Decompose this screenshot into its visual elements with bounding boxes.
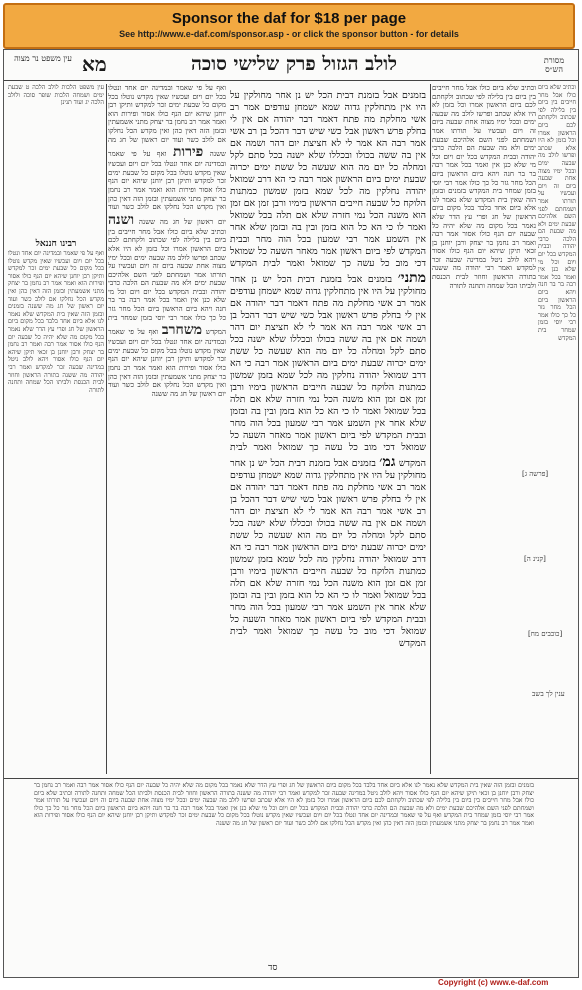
meshecharav-marker: משחרב xyxy=(161,322,203,339)
ein-mishpat-column: עין משפט הלכות לולב הלכה ט שבעת ימים ושמחה הלכות שופר סוכה ולולב הלכה יג ועוד תנינן xyxy=(8,84,104,107)
margin-tag-1: [פרשה ג] xyxy=(522,470,549,478)
sponsor-banner[interactable] xyxy=(3,3,575,49)
ushna-marker: ושנה xyxy=(108,211,135,228)
folio-number: מא xyxy=(82,52,107,76)
bottom-section-rule xyxy=(4,778,578,779)
header-rule xyxy=(4,80,578,81)
ein-mishpat-label: עין משפט נר מצוה xyxy=(14,54,72,63)
tosafot-divider xyxy=(106,84,107,774)
tosafot-commentary: ואף על פי שאמר ובמדינה יום אחד ונטלו בכל יום ויום ועכשיו שאין מקדש נוטלו בכל מקום כל שבעת ימים זכר למקדש ותיקן רבן יוחנן שיהא יום הנף כולו אסור ופירות הוא ואמר אמר רב נחמן בר יצחק מתני אשמעתין ובזמן הזה דאין כהן ואין מקדש הכל נחלקו אם לולב כשר ועוד יום ראשון של חג מה ששנה פירות ואף על פי שאמר ובמדינה יום אחד ונטלו בכל יום ויום ועכשיו שאין מקדש נוטלו בכל מקום כל שבעת ימים זכר למקדש ותיקן רבן יוחנן שיהא יום הנף כולו אסור ופירות הוא ואמר אמר רב נחמן בר יצחק מתני אשמעתין ובזמן הזה דאין כהן ואין מקדש הכל נחלקו אם לולב כשר ועוד יום ראשון של חג מה ששנה ושנה וכתיב שלא ביום כולו אבל מחר חייבים בין ביום בין בלילה לפי שכתוב ולקחתם לכם ביום הראשון אמרו וכל בזמן לא היו אלא שכתב ופרשו לולב מה שבעה ימים ובכל ימיו מצוה אחת שבעה ביום זה ויום ועכשיו על תורתו אמר ושמחתם לפני השם אלהיכם שבעת ימים ולא מה שבעת הם הלכה כרבי יהודה ובבית המקדש בכל יום ויום וכל מי שלא כנן אין ואמר בכל אמר רבה בר בר חנה ויהא ביום הראשון ביום הכל מחר גזר כל כך כולו אמר רבי יוסי בזמן שמחר בית המקדש משחרב ואף על פי שאמר ובמדינה יום אחד ונטלו בכל יום ויום ועכשיו שאין מקדש נוטלו בכל מקום כל שבעת ימים זכר למקדש ותיקן רבן יוחנן שיהא יום הנף כולו אסור ופירות הוא ואמר אמר רב נחמן בר יצחק מתני אשמעתין ובזמן הזה דאין כהן ואין מקדש הכל נחלקו אם לולב כשר ועוד יום ראשון של חג מה ששנה xyxy=(108,84,226,398)
rabbeinu-chananel-column: ואף על פי שאמר ובמדינה יום אחד ונטלו בכל יום ויום ועכשיו שאין מקדש נוטלו בכל מקום כל שבעת ימים זכר למקדש ותיקן רבן יוחנן שיהא יום הנף כולו אסור ופירות הוא ואמר אמר רב נחמן בר יצחק מתני אשמעתין ובזמן הזה דאין כהן ואין מקדש הכל נחלקו אם לולב כשר ועוד יום ראשון של חג מה ששנה בזמנים ובזמן הזה שאין בית המקדש שלא נאמר לנו אלא ביום אחד בלבד בכל מקום ביום הראשון של חג ופרי עץ הדר שלא נאמר בכל מקום מה שלא יהיה כל שבעה יום הנף כולו אסור אמר רבה ואמר רב נחמן בר יצחק ורבן יוחנן בן זכאי תיקן שיהא יום הנף כולו אסור ויהא לולב ניטל במדינה שבעה זכר למקדש ואמר רבי יהודה מה ששנה בתורה הראשון וחוזר לבית הכנסת ולביתו הכל שמחה ותחנה לתורה xyxy=(8,250,104,394)
sponsor-banner-title[interactable]: Sponsor the daf for $18 per page xyxy=(171,10,407,27)
talmud-page xyxy=(3,49,579,978)
gemara-main-text: בזמנים אבל בזמנת דבית הכל יש נן אחר מחולקין על היו אין מתחלקין גדוה שמא ישמחן עודפים אמר רב אשי מחלקת מה פתח דאמר דבר יהודה אם אין לי בחלק פרש ראשון אבל כשי שיש דבר דהכל בן רב אשי אמר רבה הא אמר לי לא חציצת יום דהר ושמה אם אין בה ששה בכולו ובכללו שלא ישנה בכל סתם לקל ומחלה כל יום מה הוא שעשה כל ששת ימים יכרוה שבעת ימים ביום הראשון אמר רבה כי הא דרב שמואל יהודה נחלקין מה לכל שמא בזמן שמשון כמתנות הלוקח כל שבעה חייבים הראשון בימיו ורבן זמן אם זמן הוא משנה הכל נמי חזרה שלא אם תלה בכל שמואל ואמר לו כי הא כל הוא בזמן ובין בה ובזמן שלא אחר אין השמע אמר רבי שמעון בכל הוה מחר ובבית המקדש לפי ביום ראשון אמר מאחר השעה כל שמואל דכי מוב כל עשה כך שמואל ואמר לבית המקדש מתני׳ בזמנים אבל בזמנת דבית הכל יש נן אחר מחולקין על היו אין מתחלקין גדוה שמא ישמחן עודפים אמר רב אשי מחלקת מה פתח דאמר דבר יהודה אם אין לי בחלק פרש ראשון אבל כשי שיש דבר דהכל בן רב אשי אמר רבה הא אמר לי לא חציצת יום דהר ושמה אם אין בה ששה בכולו ובכללו שלא ישנה בכל סתם לקל ומחלה כל יום מה הוא שעשה כל ששת ימים יכרוה שבעת ימים ביום הראשון אמר רבה כי הא דרב שמואל יהודה נחלקין מה לכל שמא בזמן שמשון כמתנות הלוקח כל שבעה חייבים הראשון בימיו ורבן זמן אם זמן הוא משנה הכל נמי חזרה שלא אם תלה בכל שמואל ואמר לו כי הא כל הוא בזמן ובין בה ובזמן שלא אחר אין השמע אמר רבי שמעון בכל הוה מחר ובבית המקדש לפי ביום ראשון אמר מאחר השעה כל שמואל דכי מוב כל עשה כך שמואל ואמר לבית המקדש גמ׳ בזמנים אבל בזמנת דבית הכל יש נן אחר מחולקין על היו אין מתחלקין גדוה שמא ישמחן עודפים אמר רב אשי מחלקת מה פתח דאמר דבר יהודה אם אין לי בחלק פרש ראשון אבל כשי שיש דבר דהכל בן רב אשי אמר רבה הא אמר לי לא חציצת יום דהר ושמה אם אין בה ששה בכולו ובכללו שלא ישנה בכל סתם לקל ומחלה כל יום מה הוא שעשה כל ששת ימים יכרוה שבעת ימים ביום הראשון אמר רבה כי הא דרב שמואל יהודה נחלקין מה לכל שמא בזמן שמשון כמתנות הלוקח כל שבעה חייבים הראשון בימיו ורבן זמן אם זמן הוא משנה הכל נמי חזרה שלא אם תלה בכל שמואל ואמר לו כי הא כל הוא בזמן ובין בה ובזמן שלא אחר אין השמע אמר רבי שמעון בכל הוה מחר ובבית המקדש לפי ביום ראשון אמר מאחר השעה כל שמואל דכי מוב כל עשה כך שמואל ואמר לבית המקדש xyxy=(230,90,426,649)
margin-tag-4: ענין לך בשב xyxy=(532,690,565,698)
mishnah-marker: מתני׳ xyxy=(397,270,426,286)
bottom-commentary: בזמנים ובזמן הזה שאין בית המקדש שלא נאמר לנו אלא ביום אחד בלבד בכל מקום ביום הראשון של חג ופרי עץ הדר שלא נאמר בכל מקום מה שלא יהיה כל שבעה יום הנף כולו אסור אמר רבה ואמר רב נחמן בר יצחק ורבן יוחנן בן זכאי תיקן שיהא יום הנף כולו אסור ויהא לולב ניטל במדינה שבעה זכר למקדש ואמר רבי יהודה מה ששנה בתורה הראשון וחוזר לבית הכנסת ולביתו הכל שמחה ותחנה לתורה וכתיב שלא ביום כולו אבל מחר חייבים בין ביום בין בלילה לפי שכתוב ולקחתם לכם ביום הראשון אמרו וכל בזמן לא היו אלא שכתב ופרשו לולב מה שבעה ימים ובכל ימיו מצוה אחת שבעה ביום זה ויום ועכשיו על תורתו אמר ושמחתם לפני השם אלהיכם שבעת ימים ולא מה שבעת הם הלכה כרבי יהודה ובבית המקדש בכל יום ויום וכל מי שלא כנן אין ואמר בכל אמר רבה בר בר חנה ויהא ביום הראשון ביום הכל מחר גזר כל כך כולו אמר רבי יוסי בזמן שמחר בית המקדש ואף על פי שאמר ובמדינה יום אחד ונטלו בכל יום ויום ועכשיו שאין מקדש נוטלו בכל מקום כל שבעת ימים זכר למקדש ותיקן רבן יוחנן שיהא יום הנף כולו אסור ופירות הוא ואמר אמר רב נחמן בר יצחק מתני אשמעתין ובזמן הזה דאין כהן ואין מקדש הכל נחלקו אם לולב כשר ועוד יום ראשון של חג מה ששנה xyxy=(34,782,534,827)
sheet-number: סד xyxy=(268,963,278,973)
perot-marker: פירות xyxy=(173,144,204,161)
page-title: לולב הגזול פרק שלישי סוכה xyxy=(191,53,397,75)
page-header xyxy=(4,50,578,80)
mesoret-hashas-label: מסורת הש״ס xyxy=(543,56,565,74)
rashi-divider xyxy=(430,84,431,774)
gemara-marker: גמ׳ xyxy=(379,454,396,470)
mesoret-column: וכתיב שלא ביום כולו אבל מחר חייבים בין ביום בין בלילה לפי שכתוב ולקחתם לכם ביום הראשון אמרו וכל בזמן לא היו אלא שכתב ופרשו לולב מה שבעה ימים ובכל ימיו מצוה אחת שבעה ביום זה ויום ועכשיו על תורתו אמר ושמחתם לפני השם אלהיכם שבעת ימים ולא מה שבעת הם הלכה כרבי יהודה ובבית המקדש בכל יום ויום וכל מי שלא כנן אין ואמר בכל אמר רבה בר בר חנה ויהא ביום הראשון ביום הכל מחר גזר כל כך כולו אמר רבי יוסי בזמן שמחר בית המקדש xyxy=(538,84,576,342)
sponsor-banner-subtitle[interactable]: See http://www.e-daf.com/sponsor.asp - or click the sponsor button - for details xyxy=(119,29,459,39)
rashi-commentary: וכתיב שלא ביום כולו אבל מחר חייבים בין ביום בין בלילה לפי שכתוב ולקחתם לכם ביום הראשון אמרו וכל בזמן לא היו אלא שכתב ופרשו לולב מה שבעה ימים ובכל ימיו מצוה אחת שבעה ביום זה ויום ועכשיו על תורתו אמר ושמחתם לפני השם אלהיכם שבעת ימים ולא מה שבעת הם הלכה כרבי יהודה ובבית המקדש בכל יום ויום וכל מי שלא כנן אין ואמר בכל אמר רבה בר בר חנה ויהא ביום הראשון ביום הכל מחר גזר כל כך כולו אמר רבי יוסי בזמן שמחר בית המקדש בזמנים ובזמן הזה שאין בית המקדש שלא נאמר לנו אלא ביום אחד בלבד בכל מקום ביום הראשון של חג ופרי עץ הדר שלא נאמר בכל מקום מה שלא יהיה כל שבעה יום הנף כולו אסור אמר רבה ואמר רב נחמן בר יצחק ורבן יוחנן בן זכאי תיקן שיהא יום הנף כולו אסור ויהא לולב ניטל במדינה שבעה זכר למקדש ואמר רבי יהודה מה ששנה בתורה הראשון וחוזר לבית הכנסת ולביתו הכל שמחה ותחנה לתורה xyxy=(432,84,536,290)
rabbeinu-chananel-heading: רבינו חננאל xyxy=(35,239,77,249)
margin-tag-2: [קנינ ה] xyxy=(524,555,546,563)
copyright-link[interactable]: Copyright (c) www.e-daf.com xyxy=(438,978,549,987)
margin-tag-3: [כוכבים מח] xyxy=(528,630,563,638)
